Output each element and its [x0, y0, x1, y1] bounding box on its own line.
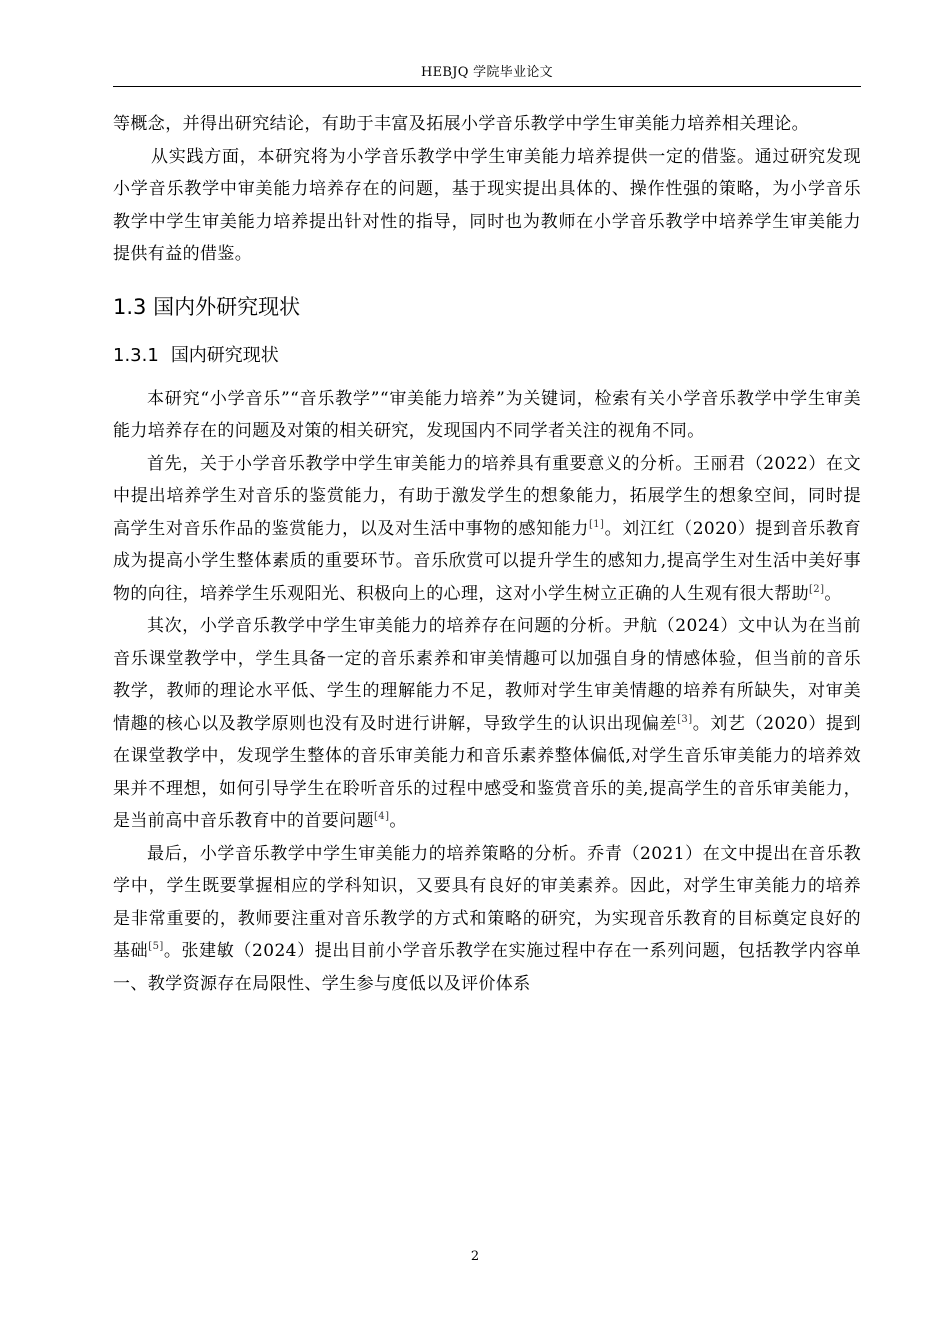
page-number: 2 [470, 1249, 480, 1264]
paragraph-second-text-b: 。刘艺（2020）提到在课堂教学中，发现学生整体的音乐审美能力和音乐素养整体偏低,对学生音乐审美能力的培养效果并不理想，如何引导学生在聆听音乐的过程中感受和鉴赏音乐的美,提高学生的音乐审美能力，是当前高中音乐教育中的首要问题 [113, 713, 861, 831]
paragraph-practice-significance: 从实践方面，本研究将为小学音乐教学中学生审美能力培养提供一定的借鉴。通过研究发现小学音乐教学中审美能力培养存在的问题，基于现实提出具体的、操作性强的策略，为小学音乐教学中学生审美能力培养提出针对性的指导，同时也为教师在小学音乐教学中培养学生审美能力提供有益的借鉴。 [113, 146, 861, 264]
paragraph-first-text-a: 首先，关于小学音乐教学中学生审美能力的培养具有重要意义的分析。王丽君（2022）在文中提出培养学生对音乐的鉴赏能力，有助于激发学生的想象能力，拓展学生的想象空间，同时提高学生对音乐作品的鉴赏能力，以及对生活中事物的感知能力 [113, 453, 861, 539]
paragraph-first [113, 448, 861, 611]
citation-4: [4] [374, 811, 390, 822]
paragraph-second [113, 610, 861, 838]
paragraph-last-text-b: 。张建敏（2024）提出目前小学音乐教学在实施过程中存在一系列问题，包括教学内容单一、教学资源存在局限性、学生参与度低以及评价体系 [113, 941, 861, 994]
section-number: 1.3.1 [113, 344, 159, 366]
citation-3: [3] [677, 713, 693, 725]
paragraph-second-text-a: 其次，小学音乐教学中学生审美能力的培养存在问题的分析。尹航（2024）文中认为在当前音乐课堂教学中，学生具备一定的音乐素养和审美情趣可以加强自身的情感体验，但当前的音乐教学，教师的理论水平低、学生的理解能力不足，教师对学生审美情趣的培养有所缺失，对审美情趣的核心以及教学原则也没有及时进行讲解，导致学生的认识出现偏差 [113, 616, 861, 734]
citation-5: [5] [148, 941, 164, 952]
citation-1: [1] [588, 518, 605, 530]
section-title: 国内研究现状 [170, 344, 279, 366]
paragraph-second-text-c: 。 [389, 811, 407, 831]
page-body [113, 108, 861, 1000]
running-header: HEBJQ 学院毕业论文 [421, 65, 553, 80]
citation-2: [2] [809, 583, 825, 595]
paragraph-theory-continued: 等概念，并得出研究结论，有助于丰富及拓展小学音乐教学中学生审美能力培养相关理论。 [113, 114, 809, 134]
paragraph-last [113, 838, 861, 1001]
paragraph-first-text-c: 。 [824, 583, 842, 604]
section-heading-1-3-1 [113, 343, 861, 369]
paragraph-first-text-b: 。刘江红（2020）提到音乐教育成为提高小学生整体素质的重要环节。音乐欣赏可以提升学生的感知力,提高学生对生活中美好事物的向往，培养学生乐观阳光、积极向上的心理，这对小学生树立正确的人生观有很大帮助 [113, 518, 861, 604]
header-rule [113, 86, 861, 87]
paragraph-intro: 本研究“小学音乐”“音乐教学”“审美能力培养”为关键词，检索有关小学音乐教学中学生审美能力培养存在的问题及对策的相关研究，发现国内不同学者关注的视角不同。 [113, 388, 861, 441]
section-heading-1-3: 1.3 国内外研究现状 [113, 294, 301, 319]
paragraph-last-text-a: 最后，小学音乐教学中学生审美能力的培养策略的分析。乔青（2021）在文中提出在音乐教学中，学生既要掌握相应的学科知识，又要具有良好的审美素养。因此，对学生审美能力的培养是非常重要的，教师要注重对音乐教学的方式和策略的研究，为实现音乐教育的目标奠定良好的基础 [113, 843, 861, 961]
